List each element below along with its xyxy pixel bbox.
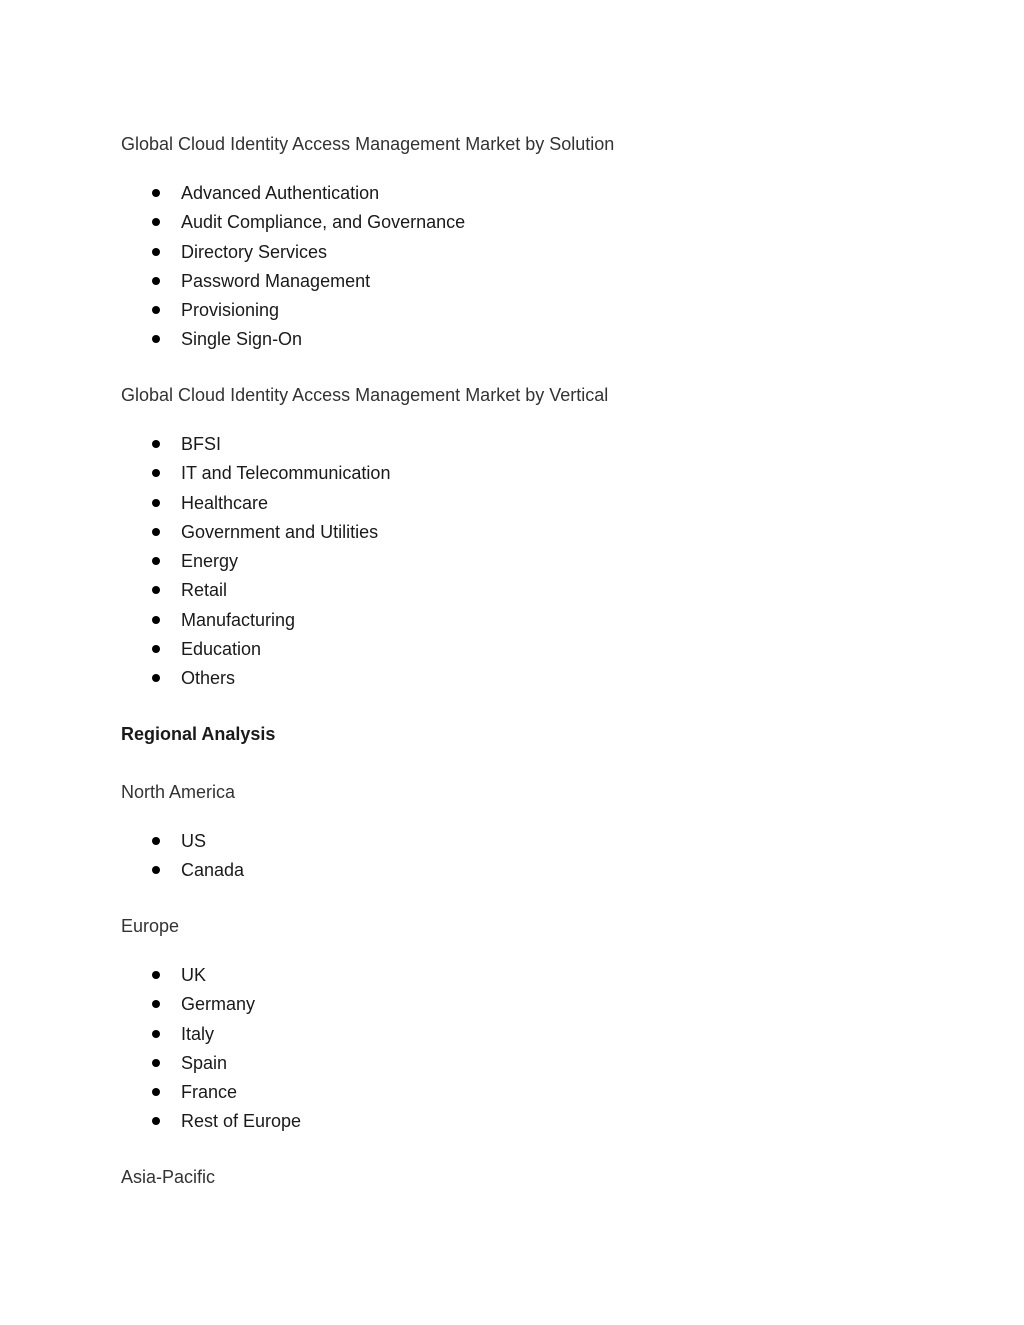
bullet-icon [152, 837, 160, 845]
bullet-icon [152, 1000, 160, 1008]
regional-analysis-heading: Regional Analysis [121, 724, 276, 744]
vertical-heading: Global Cloud Identity Access Management Market by Vertical [121, 385, 609, 405]
bullet-icon [152, 277, 160, 285]
bullet-icon [152, 645, 160, 653]
bullet-icon [152, 306, 160, 314]
north-america-heading: North America [121, 782, 236, 802]
bullet-icon [152, 1117, 160, 1125]
bullet-icon [152, 528, 160, 536]
document-page: Global Cloud Identity Access Management Market by Solution Advanced Authentication Audit Compliance, and Governance Directory Services Password Management Provisioning Single Sign-On Global Cloud Identity Access Management Market by Vertical BFSI IT and Telecommunication Healthcare Government and Utilities Energy Retail Manufacturing Education Others Regional Analysis North America US Canada Europe UK Germany Italy Spain France Rest of Europe Asia-Pacific [121, 134, 615, 1187]
asia-pacific-heading: Asia-Pacific [121, 1167, 216, 1187]
bullet-icon [152, 218, 160, 226]
bullet-icon [152, 1088, 160, 1096]
bullet-icon [152, 674, 160, 682]
bullet-icon [152, 616, 160, 624]
bullet-icon [152, 586, 160, 594]
bullet-icon [152, 866, 160, 874]
bullet-icon [152, 1030, 160, 1038]
europe-heading: Europe [121, 916, 180, 936]
solution-heading: Global Cloud Identity Access Management Market by Solution [121, 134, 615, 154]
bullet-icon [152, 469, 160, 477]
bullet-icon [152, 335, 160, 343]
bullet-icon [152, 557, 160, 565]
bullet-icon [152, 499, 160, 507]
bullet-icon [152, 971, 160, 979]
bullet-icon [152, 248, 160, 256]
bullet-icon [152, 1059, 160, 1067]
bullet-icon [152, 440, 160, 448]
bullet-icon [152, 189, 160, 197]
